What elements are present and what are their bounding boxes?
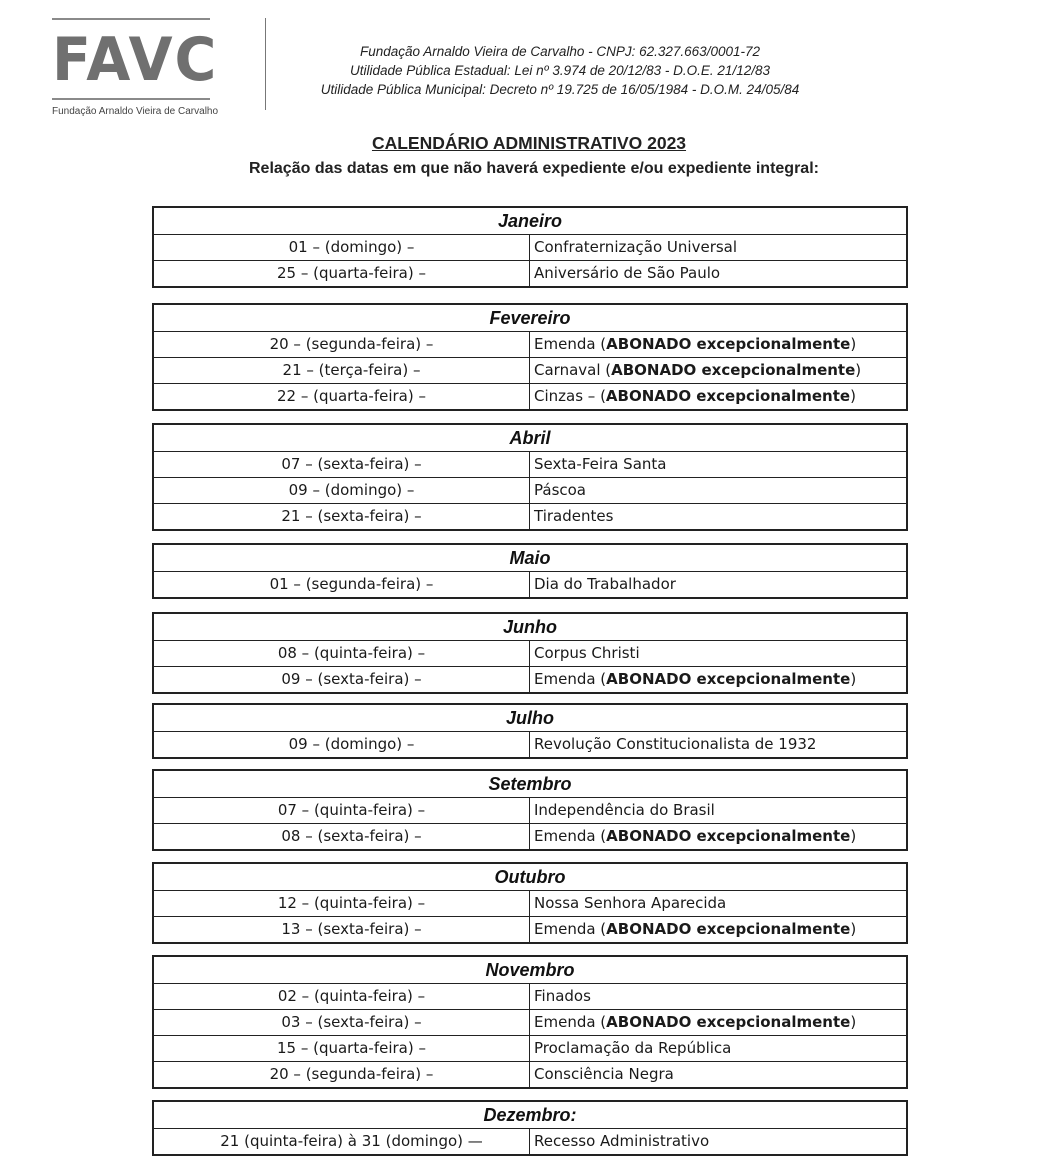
event-cell — [530, 891, 906, 916]
event-name: Nossa Senhora Aparecida — [534, 894, 727, 912]
event-note-close: ) — [850, 1013, 857, 1031]
document-subtitle: Relação das datas em que não haverá expediente e/ou expediente integral: — [249, 160, 819, 177]
date-cell: 09 – (sexta-feira) – — [154, 667, 530, 692]
table-row — [154, 916, 906, 942]
table-row — [154, 452, 906, 477]
month-table-8 — [152, 955, 908, 1089]
date-cell: 20 – (segunda-feira) – — [154, 332, 530, 357]
event-name: Aniversário de São Paulo — [534, 264, 721, 282]
table-row — [154, 641, 906, 666]
event-name: Emenda ( — [534, 335, 607, 353]
month-heading: Dezembro: — [154, 1102, 906, 1129]
event-cell — [530, 984, 906, 1009]
event-cell — [530, 358, 906, 383]
date-cell: 21 – (terça-feira) – — [154, 358, 530, 383]
table-row — [154, 1009, 906, 1035]
table-row — [154, 260, 906, 286]
event-cell — [530, 917, 906, 942]
date-cell: 09 – (domingo) – — [154, 732, 530, 757]
table-row — [154, 1061, 906, 1087]
favc-logo — [52, 18, 219, 117]
event-cell — [530, 504, 906, 529]
date-cell: 20 – (segunda-feira) – — [154, 1062, 530, 1087]
month-heading: Outubro — [154, 864, 906, 891]
event-name: Cinzas – ( — [534, 387, 606, 405]
date-cell: 08 – (quinta-feira) – — [154, 641, 530, 666]
month-heading: Fevereiro — [154, 305, 906, 332]
event-note-close: ) — [850, 920, 857, 938]
institution-info — [290, 42, 830, 99]
table-row — [154, 798, 906, 823]
event-name: Páscoa — [534, 481, 586, 499]
logo-top-rule — [52, 18, 210, 20]
event-name: Independência do Brasil — [534, 801, 715, 819]
date-cell: 07 – (sexta-feira) – — [154, 452, 530, 477]
event-cell — [530, 332, 906, 357]
month-heading: Abril — [154, 425, 906, 452]
date-cell: 21 – (sexta-feira) – — [154, 504, 530, 529]
table-row — [154, 1129, 906, 1154]
event-name: Sexta-Feira Santa — [534, 455, 667, 473]
month-heading: Setembro — [154, 771, 906, 798]
event-cell — [530, 798, 906, 823]
date-cell: 08 – (sexta-feira) – — [154, 824, 530, 849]
event-name: Recesso Administrativo — [534, 1132, 710, 1150]
month-heading: Janeiro — [154, 208, 906, 235]
event-cell — [530, 641, 906, 666]
month-table-2 — [152, 423, 908, 531]
institution-line: Utilidade Pública Municipal: Decreto nº 19.725 de 16/05/1984 - D.O.M. 24/05/84 — [320, 82, 800, 97]
event-note: ABONADO excepcionalmente — [606, 827, 851, 845]
date-cell: 22 – (quarta-feira) – — [154, 384, 530, 409]
event-name: Finados — [534, 987, 591, 1005]
table-row — [154, 383, 906, 409]
month-heading: Junho — [154, 614, 906, 641]
event-cell — [530, 452, 906, 477]
event-name: Emenda ( — [534, 827, 607, 845]
event-note-close: ) — [850, 827, 857, 845]
month-table-9 — [152, 1100, 908, 1156]
table-row — [154, 1035, 906, 1061]
event-name: Tiradentes — [534, 507, 614, 525]
event-name: Emenda ( — [534, 670, 607, 688]
event-name: Revolução Constitucionalista de 1932 — [534, 735, 817, 753]
table-row — [154, 503, 906, 529]
date-cell: 09 – (domingo) – — [154, 478, 530, 503]
month-table-4 — [152, 612, 908, 694]
month-heading: Maio — [154, 545, 906, 572]
event-cell — [530, 667, 906, 692]
date-cell: 25 – (quarta-feira) – — [154, 261, 530, 286]
event-note: ABONADO excepcionalmente — [605, 387, 851, 405]
month-table-6 — [152, 769, 908, 851]
month-table-5 — [152, 703, 908, 759]
header-divider — [265, 18, 266, 110]
event-cell — [530, 572, 906, 597]
event-note: ABONADO excepcionalmente — [606, 335, 851, 353]
event-note-close: ) — [850, 670, 857, 688]
document-title: CALENDÁRIO ADMINISTRATIVO 2023 — [371, 133, 687, 153]
event-note-close: ) — [850, 335, 857, 353]
logo-bottom-rule — [52, 98, 210, 100]
date-cell: 01 – (segunda-feira) – — [154, 572, 530, 597]
month-table-0 — [152, 206, 908, 288]
date-cell: 07 – (quinta-feira) – — [154, 798, 530, 823]
event-cell — [530, 235, 906, 260]
table-row — [154, 235, 906, 260]
logo-subtitle: Fundação Arnaldo Vieira de Carvalho — [52, 106, 219, 117]
table-row — [154, 732, 906, 757]
event-note: ABONADO excepcionalmente — [611, 361, 856, 379]
event-name: Corpus Christi — [534, 644, 640, 662]
event-note: ABONADO excepcionalmente — [606, 1013, 851, 1031]
date-cell: 03 – (sexta-feira) – — [154, 1010, 530, 1035]
event-cell — [530, 261, 906, 286]
table-row — [154, 891, 906, 916]
table-row — [154, 984, 906, 1009]
date-cell: 02 – (quinta-feira) – — [154, 984, 530, 1009]
event-name: Emenda ( — [534, 920, 607, 938]
event-cell — [530, 732, 906, 757]
institution-line: Fundação Arnaldo Vieira de Carvalho - CNPJ: 62.327.663/0001-72 — [359, 44, 760, 59]
event-note: ABONADO excepcionalmente — [606, 920, 851, 938]
date-cell: 12 – (quinta-feira) – — [154, 891, 530, 916]
month-table-3 — [152, 543, 908, 599]
event-note: ABONADO excepcionalmente — [606, 670, 851, 688]
table-row — [154, 332, 906, 357]
month-table-7 — [152, 862, 908, 944]
table-row — [154, 572, 906, 597]
date-cell: 01 – (domingo) – — [154, 235, 530, 260]
month-heading: Julho — [154, 705, 906, 732]
event-note-close: ) — [855, 361, 862, 379]
event-name: Emenda ( — [534, 1013, 607, 1031]
logo-text: FAVC — [52, 25, 219, 95]
month-table-1 — [152, 303, 908, 411]
event-cell — [530, 824, 906, 849]
event-name: Dia do Trabalhador — [534, 575, 676, 593]
event-note-close: ) — [850, 387, 856, 405]
institution-line: Utilidade Pública Estadual: Lei nº 3.974 de 20/12/83 - D.O.E. 21/12/83 — [350, 63, 770, 78]
event-cell — [530, 1129, 906, 1154]
event-cell — [530, 1036, 906, 1061]
table-row — [154, 477, 906, 503]
event-cell — [530, 1010, 906, 1035]
date-cell: 13 – (sexta-feira) – — [154, 917, 530, 942]
event-name: Consciência Negra — [534, 1065, 674, 1083]
event-cell — [530, 384, 906, 409]
date-cell: 21 (quinta-feira) à 31 (domingo) — — [154, 1129, 530, 1154]
event-name: Carnaval ( — [534, 361, 612, 379]
date-cell: 15 – (quarta-feira) – — [154, 1036, 530, 1061]
table-row — [154, 666, 906, 692]
table-row — [154, 823, 906, 849]
event-name: Confraternização Universal — [534, 238, 738, 256]
event-name: Proclamação da República — [534, 1039, 732, 1057]
month-heading: Novembro — [154, 957, 906, 984]
event-cell — [530, 478, 906, 503]
event-cell — [530, 1062, 906, 1087]
table-row — [154, 357, 906, 383]
